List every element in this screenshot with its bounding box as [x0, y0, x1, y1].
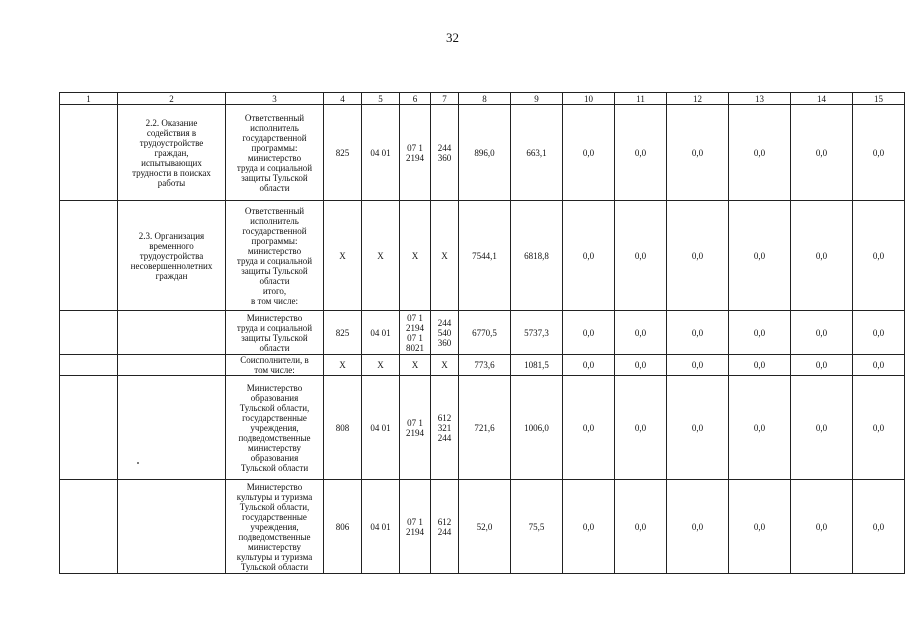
table-cell-col-6: 07 1 2194: [400, 376, 431, 480]
table-cell-col-10: 0,0: [563, 201, 615, 311]
table-cell-col-1: [60, 201, 118, 311]
table-cell-col-10: 0,0: [563, 105, 615, 201]
table-cell-col-1: [60, 105, 118, 201]
table-cell-col-14: 0,0: [791, 480, 853, 574]
column-header: 3: [226, 93, 324, 105]
table-cell-col-6: 07 1 2194: [400, 480, 431, 574]
table-row: [60, 105, 905, 201]
table-cell-col-11: 0,0: [615, 355, 667, 376]
table-cell-col-4: 825: [324, 311, 362, 355]
table-cell-col-7: Х: [431, 201, 459, 311]
table-cell-col-12: 0,0: [667, 311, 729, 355]
table-cell-col-9: 1081,5: [511, 355, 563, 376]
page-number: 32: [446, 30, 459, 45]
table-cell-col-6: 07 1 2194 07 1 8021: [400, 311, 431, 355]
table-cell-col-3: Ответственный исполнитель государственной программы: министерство труда и социальной защиты Тульской области итого, в том числе:: [226, 201, 324, 311]
table-cell-col-8: 773,6: [459, 355, 511, 376]
table-cell-col-14: 0,0: [791, 355, 853, 376]
table-cell-col-11: 0,0: [615, 105, 667, 201]
table-cell-col-7: 612 244: [431, 480, 459, 574]
table-cell-col-8: 896,0: [459, 105, 511, 201]
table-cell-col-12: 0,0: [667, 376, 729, 480]
table-cell-col-5: Х: [362, 355, 400, 376]
column-header: 4: [324, 93, 362, 105]
table-cell-col-10: 0,0: [563, 355, 615, 376]
column-header: 5: [362, 93, 400, 105]
column-header: 2: [118, 93, 226, 105]
table-cell-col-13: 0,0: [729, 201, 791, 311]
column-header: 7: [431, 93, 459, 105]
column-header: 14: [791, 93, 853, 105]
table-cell-col-1: [60, 355, 118, 376]
table-cell-col-8: 6770,5: [459, 311, 511, 355]
table-cell-col-1: [60, 311, 118, 355]
table-cell-col-7: 612 321 244: [431, 376, 459, 480]
table-cell-col-13: 0,0: [729, 311, 791, 355]
header-row: [60, 93, 905, 105]
table-cell-col-6: Х: [400, 201, 431, 311]
table-cell-col-8: 721,6: [459, 376, 511, 480]
table-cell-col-2: [118, 480, 226, 574]
column-header: 10: [563, 93, 615, 105]
table-cell-col-2: [118, 311, 226, 355]
table-cell-col-12: 0,0: [667, 201, 729, 311]
column-header: 1: [60, 93, 118, 105]
table-cell-col-4: 825: [324, 105, 362, 201]
table-row: [60, 376, 905, 480]
table-cell-col-11: 0,0: [615, 480, 667, 574]
table-cell-col-12: 0,0: [667, 105, 729, 201]
table-cell-col-4: 808: [324, 376, 362, 480]
table-cell-col-5: 04 01: [362, 105, 400, 201]
table-row: [60, 355, 905, 376]
table-row: [60, 480, 905, 574]
table-cell-col-14: 0,0: [791, 311, 853, 355]
table-cell-col-4: 806: [324, 480, 362, 574]
budget-table: [59, 92, 905, 574]
table-cell-col-4: Х: [324, 355, 362, 376]
table-cell-col-5: 04 01: [362, 480, 400, 574]
table-cell-col-14: 0,0: [791, 201, 853, 311]
table-cell-col-15: 0,0: [853, 201, 905, 311]
table-cell-col-6: 07 1 2194: [400, 105, 431, 201]
table-cell-col-9: 663,1: [511, 105, 563, 201]
table-cell-col-15: 0,0: [853, 311, 905, 355]
table-cell-col-9: 6818,8: [511, 201, 563, 311]
column-header: 11: [615, 93, 667, 105]
table-cell-col-10: 0,0: [563, 376, 615, 480]
column-header: 12: [667, 93, 729, 105]
table-cell-col-9: 1006,0: [511, 376, 563, 480]
column-header: 8: [459, 93, 511, 105]
table-cell-col-5: 04 01: [362, 311, 400, 355]
table-cell-col-13: 0,0: [729, 376, 791, 480]
table-cell-col-10: 0,0: [563, 480, 615, 574]
table-row: [60, 201, 905, 311]
table-cell-col-14: 0,0: [791, 376, 853, 480]
table-cell-col-7: 244 360: [431, 105, 459, 201]
table-cell-col-3: Министерство образования Тульской области, государственные учреждения, подведомственные министерству образования Тульской области: [226, 376, 324, 480]
table-cell-col-2: 2.2. Оказание содействия в трудоустройстве граждан, испытывающих трудности в поисках работы: [118, 105, 226, 201]
table-cell-col-13: 0,0: [729, 355, 791, 376]
table-cell-col-11: 0,0: [615, 311, 667, 355]
table-cell-col-5: 04 01: [362, 376, 400, 480]
column-header: 15: [853, 93, 905, 105]
table-cell-col-12: 0,0: [667, 480, 729, 574]
table-cell-col-2: [118, 355, 226, 376]
table-cell-col-13: 0,0: [729, 105, 791, 201]
scan-speck: [137, 462, 139, 464]
table-cell-col-12: 0,0: [667, 355, 729, 376]
table-cell-col-9: 5737,3: [511, 311, 563, 355]
table-cell-col-3: Ответственный исполнитель государственной программы: министерство труда и социальной защиты Тульской области: [226, 105, 324, 201]
table-row: [60, 311, 905, 355]
table-cell-col-15: 0,0: [853, 480, 905, 574]
table-cell-col-15: 0,0: [853, 105, 905, 201]
table-cell-col-8: 52,0: [459, 480, 511, 574]
table-cell-col-11: 0,0: [615, 376, 667, 480]
column-header: 13: [729, 93, 791, 105]
column-header: 6: [400, 93, 431, 105]
table-cell-col-15: 0,0: [853, 355, 905, 376]
table-cell-col-10: 0,0: [563, 311, 615, 355]
table-cell-col-2: 2.3. Организация временного трудоустройства несовершеннолетних граждан: [118, 201, 226, 311]
table-cell-col-7: 244 540 360: [431, 311, 459, 355]
table-cell-col-3: Министерство труда и социальной защиты Тульской области: [226, 311, 324, 355]
table-cell-col-1: [60, 480, 118, 574]
table-cell-col-15: 0,0: [853, 376, 905, 480]
table-cell-col-2: [118, 376, 226, 480]
table-cell-col-4: Х: [324, 201, 362, 311]
table-cell-col-3: Соисполнители, в том числе:: [226, 355, 324, 376]
table-cell-col-6: Х: [400, 355, 431, 376]
table-cell-col-9: 75,5: [511, 480, 563, 574]
table-cell-col-13: 0,0: [729, 480, 791, 574]
table-cell-col-1: [60, 376, 118, 480]
column-header: 9: [511, 93, 563, 105]
table-cell-col-14: 0,0: [791, 105, 853, 201]
table-cell-col-11: 0,0: [615, 201, 667, 311]
table-cell-col-8: 7544,1: [459, 201, 511, 311]
table-cell-col-7: Х: [431, 355, 459, 376]
table-cell-col-3: Министерство культуры и туризма Тульской области, государственные учреждения, подведомственные министерству культуры и туризма Тульской области: [226, 480, 324, 574]
table-cell-col-5: Х: [362, 201, 400, 311]
